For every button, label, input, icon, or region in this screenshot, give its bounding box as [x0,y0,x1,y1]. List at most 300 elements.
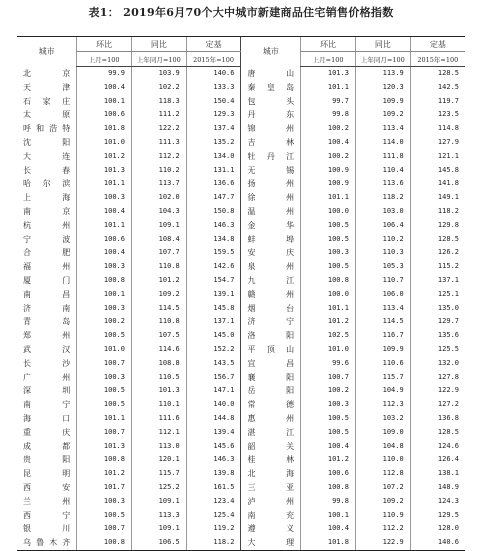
mom-value-left: 101.1 [77,412,132,426]
table-row [17,412,465,426]
table-row [17,177,465,191]
yoy-value-right: 104.9 [355,384,410,398]
mom-value-right: 100.4 [301,440,356,454]
price-index-table [17,36,465,551]
base-value-right: 145.8 [410,164,465,178]
yoy-value-left: 110.2 [131,164,186,178]
mom-value-right: 101.1 [301,302,356,316]
mom-value-right: 99.8 [301,108,356,122]
mom-value-right: 101.8 [301,536,356,550]
base-value-left: 119.2 [186,522,241,536]
yoy-value-right: 113.9 [355,67,410,81]
city-right: 平顶山 [241,343,301,357]
table-row [17,384,465,398]
yoy-value-left: 113.7 [131,177,186,191]
table-row [17,371,465,385]
table-row [17,536,465,550]
mom-value-left: 101.1 [77,177,132,191]
table-row [17,467,465,481]
city-left: 哈尔滨 [23,179,71,189]
yoy-value-right: 103.2 [355,412,410,426]
mom-value-right: 100.0 [301,205,356,219]
city-right: 济 宁 [241,315,301,329]
city-left: 武 汉 [23,344,71,354]
table-header [17,37,465,67]
base-value-right: 148.9 [410,481,465,495]
yoy-value-right: 112.2 [355,522,410,536]
base-header-left: 定基 [186,37,241,52]
mom-value-right: 99.6 [301,357,356,371]
yoy-value-left: 109.1 [131,522,186,536]
mom-value-left: 100.7 [77,357,132,371]
mom-value-left: 101.7 [77,481,132,495]
base-value-left: 125.4 [186,509,241,523]
city-right: 岳 阳 [241,384,301,398]
yoy-value-right: 110.9 [355,509,410,523]
yoy-value-right: 105.3 [355,260,410,274]
mom-value-left: 100.3 [77,302,132,316]
yoy-value-right: 110.2 [355,233,410,247]
mom-value-right: 99.8 [301,495,356,509]
yoy-value-right: 110.0 [355,453,410,467]
table-row [17,481,465,495]
table-row [17,95,465,109]
table-row [17,136,465,150]
yoy-value-right: 110.7 [355,274,410,288]
city-left: 济 南 [23,303,71,313]
base-value-right: 140.6 [410,536,465,550]
table-row [17,122,465,136]
city-left: 青 岛 [23,317,71,327]
table-row [17,205,465,219]
base-value-right: 138.1 [410,467,465,481]
table-row [17,302,465,316]
yoy-value-right: 109.2 [355,495,410,509]
yoy-value-right: 106.0 [355,288,410,302]
base-value-right: 114.8 [410,122,465,136]
yoy-value-left: 109.1 [131,495,186,509]
city-left: 合 肥 [23,248,71,258]
yoy-value-right: 104.8 [355,440,410,454]
city-right: 金 华 [241,219,301,233]
city-left: 呼和浩特 [23,124,71,134]
base-value-left: 147.1 [186,384,241,398]
city-right: 三 亚 [241,481,301,495]
base-value-right: 132.0 [410,357,465,371]
mom-value-right: 100.4 [301,136,356,150]
city-right: 桂 林 [241,453,301,467]
base-value-left: 154.7 [186,274,241,288]
base-value-left: 143.5 [186,357,241,371]
yoy-value-left: 114.5 [131,302,186,316]
city-right: 南 充 [241,509,301,523]
base-value-left: 139.8 [186,467,241,481]
mom-value-left: 100.7 [77,426,132,440]
base-value-left: 150.8 [186,205,241,219]
mom-value-right: 101.1 [301,191,356,205]
yoy-value-left: 108.4 [131,233,186,247]
base-value-right: 126.2 [410,246,465,260]
table-row [17,357,465,371]
table-row [17,288,465,302]
base-value-left: 152.2 [186,343,241,357]
yoy-value-left: 112.2 [131,150,186,164]
city-right: 徐 州 [241,191,301,205]
city-left: 北 京 [23,68,71,78]
yoy-value-right: 120.3 [355,81,410,95]
base-value-right: 136.8 [410,412,465,426]
base-value-right: 118.2 [410,205,465,219]
base-value-left: 137.4 [186,122,241,136]
base-value-right: 125.5 [410,343,465,357]
yoy-value-right: 115.7 [355,371,410,385]
mom-value-right: 100.8 [301,274,356,288]
city-right: 大 理 [241,536,301,550]
yoy-value-left: 107.5 [131,329,186,343]
city-left: 成 都 [23,441,71,451]
yoy-value-left: 102.2 [131,81,186,95]
yoy-value-right: 109.2 [355,108,410,122]
yoy-value-right: 113.4 [355,302,410,316]
mom-value-right: 100.2 [301,384,356,398]
yoy-value-left: 125.2 [131,481,186,495]
yoy-subheader-left: 上年同月=100 [131,52,186,67]
base-value-left: 159.5 [186,246,241,260]
mom-value-right: 101.3 [301,67,356,81]
mom-value-left: 100.3 [77,371,132,385]
base-value-left: 131.1 [186,164,241,178]
mom-value-right: 102.5 [301,329,356,343]
yoy-value-right: 113.4 [355,122,410,136]
base-value-right: 122.9 [410,384,465,398]
base-value-right: 135.0 [410,302,465,316]
base-header-right: 定基 [410,37,465,52]
base-value-left: 156.7 [186,371,241,385]
city-right: 北 海 [241,467,301,481]
table-row [17,67,465,81]
table-row [17,260,465,274]
table-row [17,219,465,233]
city-right: 烟 台 [241,302,301,316]
yoy-header-left: 同比 [131,37,186,52]
mom-value-right: 100.5 [301,412,356,426]
base-value-right: 127.8 [410,371,465,385]
yoy-value-left: 101.3 [131,384,186,398]
mom-value-left: 101.0 [77,136,132,150]
yoy-value-right: 109.9 [355,95,410,109]
table-row [17,81,465,95]
city-right: 扬 州 [241,177,301,191]
city-right: 遵 义 [241,522,301,536]
yoy-value-left: 118.3 [131,95,186,109]
table-row [17,440,465,454]
mom-value-right: 100.1 [301,509,356,523]
city-left: 长 沙 [23,358,71,368]
base-value-right: 127.9 [410,136,465,150]
city-right: 泸 州 [241,495,301,509]
mom-value-right: 99.7 [301,95,356,109]
city-left: 太 原 [23,110,71,120]
mom-value-left: 100.1 [77,95,132,109]
city-left: 厦 门 [23,275,71,285]
mom-value-right: 100.6 [301,467,356,481]
city-right: 宜 昌 [241,357,301,371]
base-value-right: 141.8 [410,177,465,191]
table-row [17,246,465,260]
table-row [17,509,465,523]
mom-value-left: 101.1 [77,219,132,233]
yoy-value-left: 111.2 [131,108,186,122]
table-row [17,343,465,357]
city-right: 韶 关 [241,440,301,454]
yoy-value-right: 112.8 [355,467,410,481]
mom-value-left: 101.2 [77,150,132,164]
mom-value-left: 101.3 [77,164,132,178]
mom-value-right: 100.5 [301,426,356,440]
base-value-right: 135.6 [410,329,465,343]
mom-value-right: 100.4 [301,522,356,536]
city-right: 襄 阳 [241,371,301,385]
yoy-value-right: 110.6 [355,357,410,371]
yoy-value-left: 106.5 [131,536,186,550]
city-right: 赣 州 [241,288,301,302]
mom-value-right: 100.9 [301,164,356,178]
yoy-value-left: 122.2 [131,122,186,136]
yoy-value-right: 106.4 [355,219,410,233]
yoy-value-right: 109.9 [355,343,410,357]
yoy-value-left: 113.0 [131,440,186,454]
mom-value-right: 100.8 [301,481,356,495]
base-value-right: 125.1 [410,288,465,302]
yoy-value-left: 109.1 [131,219,186,233]
city-right: 吉 林 [241,136,301,150]
city-right: 包 头 [241,95,301,109]
yoy-value-left: 109.2 [131,288,186,302]
table-row [17,495,465,509]
yoy-value-right: 107.2 [355,481,410,495]
base-subheader-right: 2015年=100 [410,52,465,67]
mom-value-left: 100.7 [77,522,132,536]
mom-value-left: 100.8 [77,274,132,288]
mom-value-right: 100.5 [301,233,356,247]
mom-value-right: 100.2 [301,150,356,164]
city-right: 湛 江 [241,426,301,440]
yoy-value-left: 110.5 [131,371,186,385]
table-row [17,453,465,467]
mom-header-right: 环比 [301,37,356,52]
yoy-value-right: 111.8 [355,150,410,164]
city-right: 洛 阳 [241,329,301,343]
city-left: 广 州 [23,372,71,382]
base-value-right: 119.7 [410,95,465,109]
table-row [17,233,465,247]
mom-value-right: 101.0 [301,343,356,357]
city-left: 西 宁 [23,510,71,520]
yoy-value-right: 103.0 [355,205,410,219]
mom-value-right: 100.2 [301,122,356,136]
table-title: 表1： 2019年6月70个大中城市新建商品住宅销售价格指数 [88,6,394,19]
base-value-left: 140.0 [186,398,241,412]
mom-value-left: 100.2 [77,315,132,329]
city-left: 福 州 [23,262,71,272]
city-left: 西 安 [23,482,71,492]
base-value-left: 129.3 [186,108,241,122]
base-value-left: 146.3 [186,453,241,467]
yoy-value-left: 120.1 [131,453,186,467]
yoy-value-right: 112.3 [355,398,410,412]
mom-value-left: 100.6 [77,233,132,247]
base-value-left: 137.1 [186,315,241,329]
mom-value-left: 101.8 [77,122,132,136]
yoy-value-right: 122.9 [355,536,410,550]
yoy-subheader-right: 上年同月=100 [355,52,410,67]
base-value-right: 124.3 [410,495,465,509]
yoy-value-left: 114.6 [131,343,186,357]
mom-subheader-left: 上月=100 [77,52,132,67]
city-left: 深 圳 [23,386,71,396]
city-right: 秦皇岛 [241,81,301,95]
table-row [17,108,465,122]
city-right: 蚌 埠 [241,233,301,247]
base-value-left: 145.6 [186,440,241,454]
mom-value-left: 101.3 [77,440,132,454]
yoy-value-left: 103.9 [131,67,186,81]
yoy-value-right: 110.3 [355,246,410,260]
base-value-left: 139.1 [186,288,241,302]
base-value-right: 128.5 [410,426,465,440]
base-value-left: 145.0 [186,329,241,343]
table-row [17,329,465,343]
city-right: 丹 东 [241,108,301,122]
mom-value-right: 101.1 [301,81,356,95]
yoy-value-left: 110.1 [131,398,186,412]
table-row [17,150,465,164]
yoy-value-right: 114.0 [355,136,410,150]
base-value-left: 118.2 [186,536,241,550]
table-row [17,398,465,412]
mom-value-right: 101.2 [301,453,356,467]
mom-value-left: 100.5 [77,384,132,398]
yoy-value-right: 114.5 [355,315,410,329]
city-left: 沈 阳 [23,137,71,147]
mom-value-left: 100.3 [77,495,132,509]
city-left: 石家庄 [23,96,71,106]
city-header-left: 城市 [17,37,77,67]
mom-value-right: 100.3 [301,398,356,412]
base-value-left: 147.7 [186,191,241,205]
base-value-left: 150.4 [186,95,241,109]
yoy-value-left: 102.0 [131,191,186,205]
city-left: 南 宁 [23,400,71,410]
yoy-value-left: 110.8 [131,260,186,274]
base-value-right: 142.5 [410,81,465,95]
city-right: 牡丹江 [241,150,301,164]
mom-header-left: 环比 [77,37,132,52]
city-right: 无 锡 [241,164,301,178]
city-left: 大 连 [23,151,71,161]
base-value-right: 123.5 [410,108,465,122]
mom-value-right: 100.5 [301,219,356,233]
base-subheader-left: 2015年=100 [186,52,241,67]
mom-value-left: 100.5 [77,509,132,523]
base-value-right: 137.1 [410,274,465,288]
mom-value-left: 100.4 [77,205,132,219]
yoy-value-right: 109.0 [355,426,410,440]
city-left: 杭 州 [23,220,71,230]
city-left: 南 京 [23,206,71,216]
city-left: 郑 州 [23,331,71,341]
yoy-value-left: 104.3 [131,205,186,219]
base-value-left: 144.8 [186,412,241,426]
base-value-right: 121.1 [410,150,465,164]
yoy-value-left: 113.3 [131,509,186,523]
yoy-value-left: 111.3 [131,136,186,150]
base-value-left: 134.0 [186,150,241,164]
base-value-left: 140.6 [186,67,241,81]
city-left: 乌鲁木齐 [17,536,77,550]
base-value-right: 127.2 [410,398,465,412]
yoy-value-right: 113.6 [355,177,410,191]
mom-value-left: 101.2 [77,467,132,481]
base-value-right: 124.6 [410,440,465,454]
mom-value-right: 100.5 [301,260,356,274]
base-value-right: 128.0 [410,522,465,536]
table-row [17,426,465,440]
table-row [17,191,465,205]
base-value-left: 133.3 [186,81,241,95]
city-right: 唐 山 [241,67,301,81]
base-value-left: 161.5 [186,481,241,495]
yoy-value-right: 118.2 [355,191,410,205]
base-value-left: 136.6 [186,177,241,191]
mom-value-left: 100.1 [77,288,132,302]
base-value-right: 149.1 [410,191,465,205]
city-header-right: 城市 [241,37,301,67]
table-row [17,164,465,178]
table-body [17,67,465,551]
base-value-left: 142.6 [186,260,241,274]
base-value-left: 139.4 [186,426,241,440]
base-value-right: 115.2 [410,260,465,274]
city-left: 南 昌 [23,289,71,299]
city-left: 宁 波 [23,234,71,244]
mom-value-left: 101.0 [77,343,132,357]
city-left: 上 海 [23,193,71,203]
mom-value-left: 100.5 [77,329,132,343]
mom-value-left: 100.4 [77,81,132,95]
base-value-right: 128.5 [410,67,465,81]
mom-value-left: 100.4 [77,246,132,260]
base-value-left: 134.8 [186,233,241,247]
mom-value-right: 100.7 [301,371,356,385]
yoy-value-left: 111.6 [131,412,186,426]
city-left: 长 春 [23,165,71,175]
city-left: 海 口 [23,413,71,423]
yoy-value-right: 110.4 [355,164,410,178]
city-left: 银 川 [23,524,71,534]
mom-value-right: 100.3 [301,246,356,260]
base-value-right: 129.8 [410,219,465,233]
yoy-value-left: 108.8 [131,357,186,371]
table-row [17,274,465,288]
city-right: 常 德 [241,398,301,412]
city-right: 锦 州 [241,122,301,136]
base-value-left: 146.3 [186,219,241,233]
mom-value-left: 100.5 [77,398,132,412]
table-row [17,522,465,536]
city-right: 安 庆 [241,246,301,260]
city-right: 泉 州 [241,260,301,274]
